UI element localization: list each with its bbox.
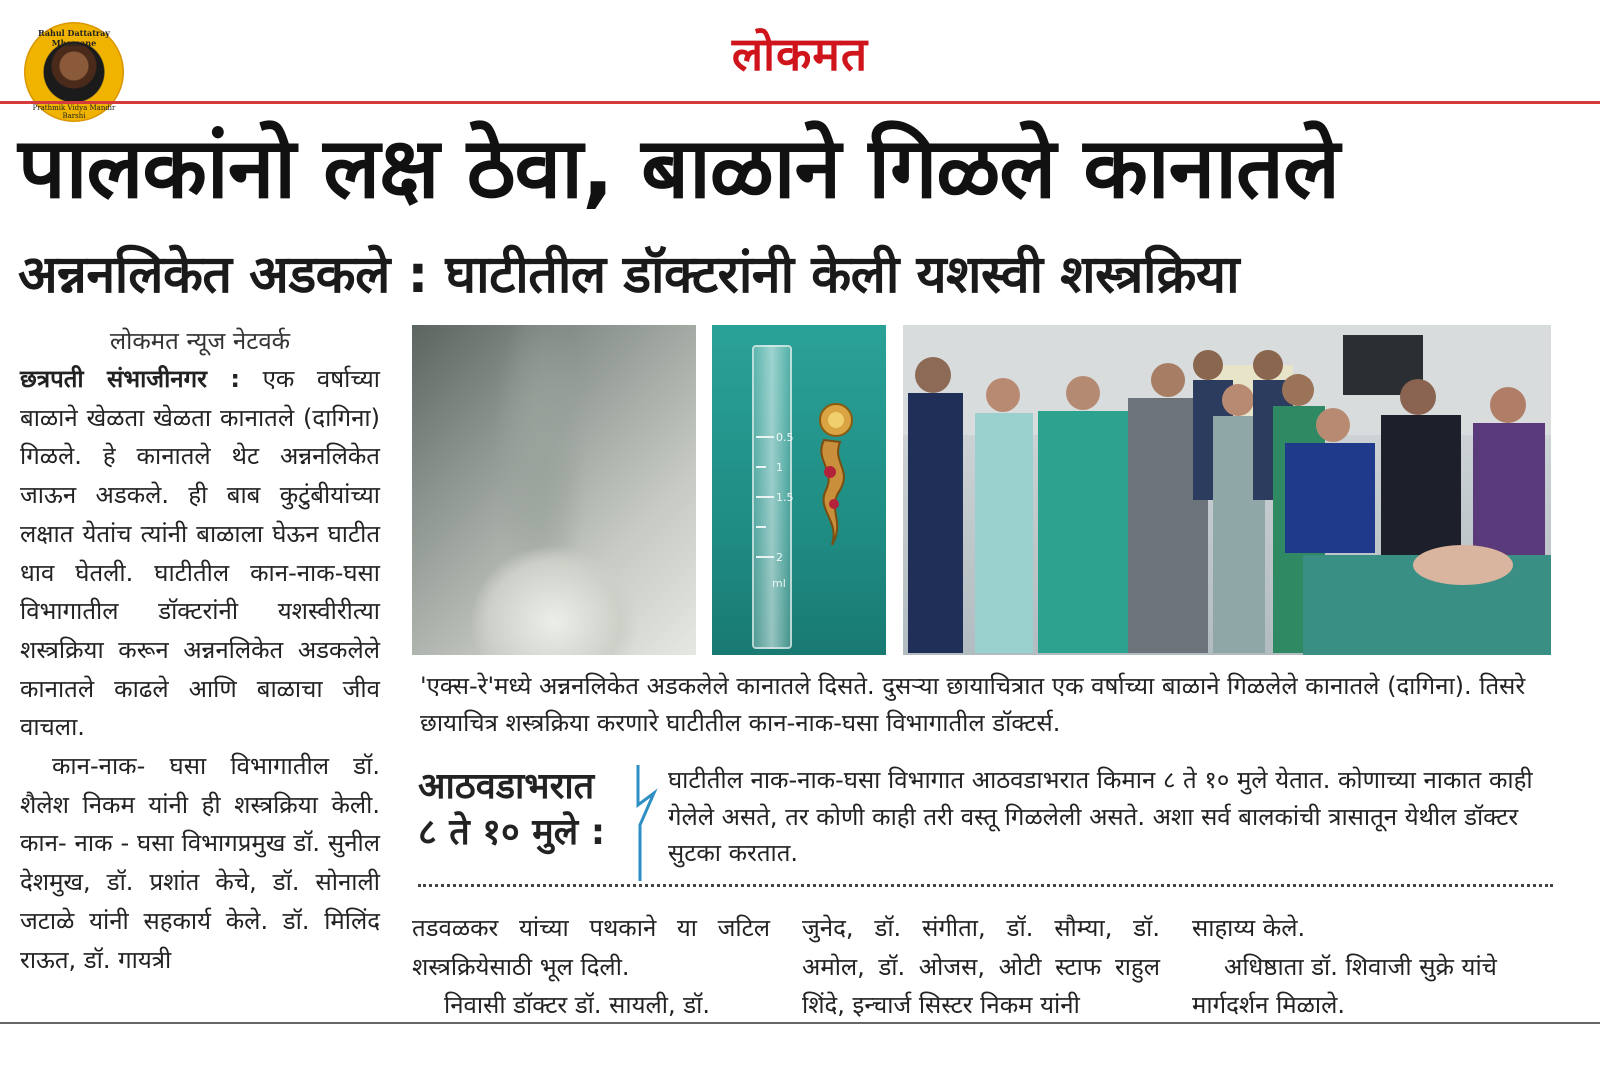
callout-title-line: ८ ते १० मुले : (418, 812, 606, 853)
article-column-3 (802, 909, 1160, 1025)
article-column-1 (20, 360, 380, 979)
callout-text: घाटीतील नाक-नाक-घसा विभागात आठवडाभरात किमान ८ ते १० मुले येतात. कोणाच्या नाकात काही गेलेले असते, तर कोणी काही तरी वस्तू गिळलेली असते. अशा सर्व बालकांची त्रासातून येथील डॉक्टर सुटका करतात. (668, 766, 1533, 867)
byline: लोकमत न्यूज नेटवर्क (109, 327, 291, 355)
article-paragraph (20, 360, 380, 747)
article-paragraph: तडवळकर यांच्या पथकाने या जटिल शस्त्रक्रियेसाठी भूल दिली. (412, 914, 770, 981)
author-avatar (44, 42, 104, 102)
photo-caption: 'एक्स-रे'मध्ये अन्ननलिकेत अडकलेले कानातले दिसते. दुसऱ्या छायाचित्रात एक वर्षाच्या बाळाने गिळलेले कानातले (दागिना). तिसरे छायाचित्र शस्त्रक्रिया करणारे घाटीतील कान-नाक-घसा विभागातील डॉक्टर्स. (420, 672, 1526, 737)
dateline-city: छत्रपती संभाजीनगर : (20, 365, 240, 393)
article-paragraph: अधिष्ठाता डॉ. शिवाजी सुक्रे यांचे मार्गदर्शन मिळाले. (1192, 952, 1497, 1020)
doctors-team-photo (903, 325, 1551, 655)
article-paragraph: साहाय्य केले. (1192, 914, 1306, 942)
bottom-rule (0, 1022, 1600, 1024)
article-column-2 (412, 909, 770, 1025)
article-column-4 (1192, 909, 1554, 1025)
paragraph-text: एक वर्षाच्या बाळाने खेळता खेळता कानातले (दागिना) गिळले. हे कानातले थेट अन्ननलिकेत जाऊन अडकले. ही बाब कुटुंबीयांच्या लक्षात येतांच त्यांनी बाळाला घेऊन घाटीत धाव घेतली. घाटीतील कान-नाक-घसा विभागातील डॉक्टरांनी यशस्वीरीत्या शस्त्रक्रिया करून अन्ननलिकेत अडकलेले कानातले काढले आणि बाळाचा जीव वाचला. (20, 365, 380, 742)
article-paragraph: जुनेद, डॉ. संगीता, डॉ. सौम्या, डॉ. अमोल, डॉ. ओजस, ओटी स्टाफ राहुल शिंदे, इन्चार्ज सिस्टर निकम यांनी (802, 914, 1160, 1020)
newspaper-logo: लोकमत (731, 27, 869, 81)
section-divider (418, 884, 1553, 887)
syringe-image (752, 345, 792, 649)
callout-title (418, 764, 630, 856)
syringe-marks (754, 347, 794, 647)
syringe-mark: ml (772, 577, 786, 590)
badge-subtitle: Prathmik Vidya Mandir Barshi (32, 104, 116, 120)
headline: पालकांनो लक्ष ठेवा, बाळाने गिळले कानातले (18, 119, 1339, 217)
xray-photo (412, 325, 696, 655)
syringe-mark: 2 (776, 551, 783, 564)
callout-divider-icon (630, 765, 660, 881)
article-paragraph: निवासी डॉक्टर डॉ. सायली, डॉ. (444, 991, 710, 1020)
syringe-mark: 1 (776, 461, 783, 474)
syringe-mark: 0.5 (776, 431, 794, 444)
syringe-mark: 1.5 (776, 491, 794, 504)
badge-name: Rahul Dattatray Mhamane (38, 28, 110, 48)
earring-photo (712, 325, 886, 655)
masthead-rule (0, 101, 1600, 104)
callout-title-line: आठवडाभरात (418, 766, 595, 807)
article-paragraph: कान-नाक- घसा विभागातील डॉ. शैलेश निकम यांनी ही शस्त्रक्रिया केली. कान- नाक - घसा विभागप्रमुख डॉ. सुनील देशमुख, डॉ. प्रशांत केचे, डॉ. सोनाली जटाळे यांनी सहकार्य केले. डॉ. मिलिंद राऊत, डॉ. गायत्री (20, 752, 380, 974)
earring-jewel (806, 400, 858, 550)
subheadline: अन्ननलिकेत अडकले : घाटीतील डॉक्टरांनी केली यशस्वी शस्त्रक्रिया (18, 245, 1240, 305)
